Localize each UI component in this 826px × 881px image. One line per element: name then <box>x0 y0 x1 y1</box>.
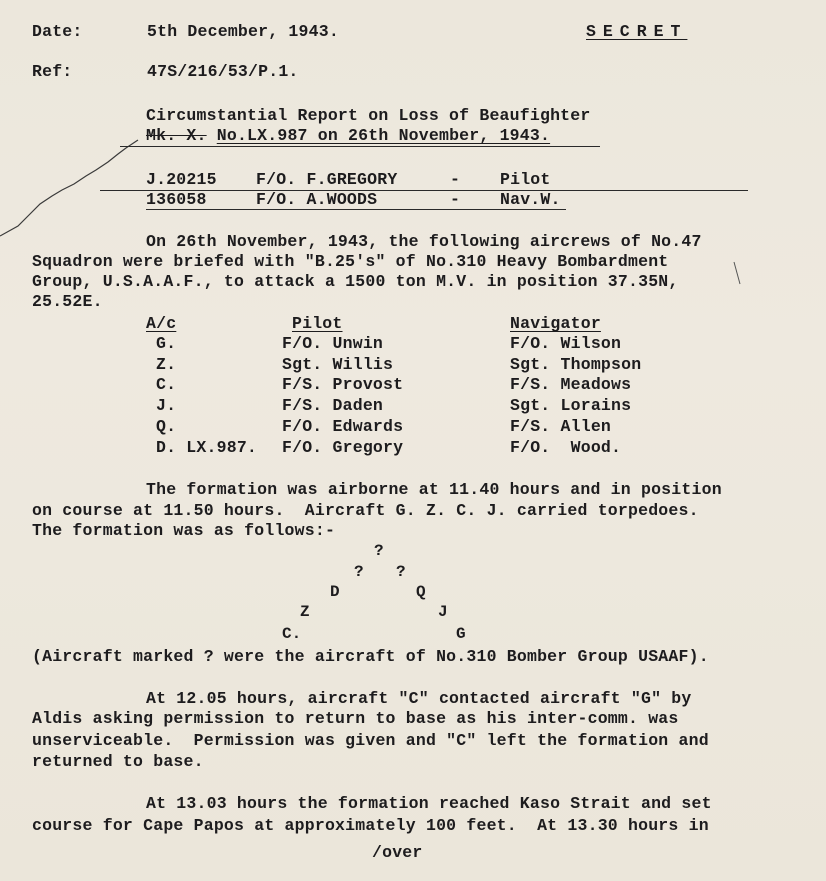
formation-unknown-3: ? <box>396 563 406 581</box>
para4-line-1: At 13.03 hours the formation reached Kaso Strait and set <box>146 794 712 813</box>
para2-line-2: on course at 11.50 hours. Aircraft G. Z. C. J. carried torpedoes. <box>32 501 699 520</box>
para2-line-1: The formation was airborne at 11.40 hours and in position <box>146 480 722 499</box>
row-ac: G. <box>156 334 177 353</box>
para4-line-2: course for Cape Papos at approximately 100 feet. At 13.30 hours in <box>32 816 709 835</box>
row-pilot: F/O. Unwin <box>282 334 384 353</box>
row-ac: C. <box>156 375 177 394</box>
ref-label: Ref: <box>32 62 73 81</box>
table-header-navigator: Navigator <box>510 314 601 333</box>
para3-line-2: Aldis asking permission to return to base as his inter-comm. was <box>32 709 679 728</box>
row-navigator: F/S. Meadows <box>510 375 632 394</box>
formation-aircraft-q: Q <box>416 583 426 601</box>
para1-line-2: Squadron were briefed with "B.25's" of No.310 Heavy Bombardment <box>32 252 669 271</box>
row-pilot: Sgt. Willis <box>282 355 394 374</box>
aircraft-serial: No.LX.987 on 26th November, 1943. <box>216 126 551 145</box>
para2-line-3: The formation was as follows:- <box>32 521 336 540</box>
para3-line-1: At 12.05 hours, aircraft "C" contacted aircraft "G" by <box>146 689 692 708</box>
row-navigator: F/O. Wood. <box>510 438 622 457</box>
title-underline <box>120 146 600 147</box>
row-navigator: F/O. Wilson <box>510 334 622 353</box>
row-ac: Q. <box>156 417 177 436</box>
report-title: Circumstantial Report on Loss of Beaufighter <box>146 106 591 125</box>
para3-line-3: unserviceable. Permission was given and "C" left the formation and <box>32 731 709 750</box>
report-subtitle <box>146 126 550 146</box>
row-pilot: F/S. Daden <box>282 396 384 415</box>
formation-note: (Aircraft marked ? were the aircraft of No.310 Bomber Group USAAF). <box>32 647 709 666</box>
crew-dash-1: - <box>450 170 461 189</box>
table-header-pilot: Pilot <box>292 314 343 333</box>
para3-line-4: returned to base. <box>32 752 204 771</box>
crew-role-2: Nav.W. <box>500 190 561 209</box>
row-pilot: F/O. Edwards <box>282 417 404 436</box>
ref-value: 47S/216/53/P.1. <box>147 62 299 81</box>
row-navigator: Sgt. Lorains <box>510 396 632 415</box>
row-ac: Z. <box>156 355 177 374</box>
crew-dash-2: - <box>450 190 461 209</box>
formation-aircraft-c: C. <box>282 625 302 643</box>
row-navigator: Sgt. Thompson <box>510 355 642 374</box>
crew-number-2: 136058 <box>146 190 207 209</box>
row-pilot: F/S. Provost <box>282 375 404 394</box>
formation-unknown-2: ? <box>354 563 364 581</box>
formation-unknown-1: ? <box>374 542 384 560</box>
crew-name-2: F/O. A.WOODS <box>256 190 378 209</box>
crew-number-1: J.20215 <box>146 170 217 189</box>
classification-stamp: SECRET <box>586 22 688 41</box>
para1-line-1: On 26th November, 1943, the following aircrews of No.47 <box>146 232 702 251</box>
table-header-ac: A/c <box>146 314 177 333</box>
date-value: 5th December, 1943. <box>147 22 339 41</box>
crew-name-1: F/O. F.GREGORY <box>256 170 398 189</box>
row-ac: D. LX.987. <box>156 438 258 457</box>
crew-role-1: Pilot <box>500 170 551 189</box>
crew-underline <box>146 209 566 210</box>
continued-over: /over <box>372 843 423 862</box>
formation-aircraft-g: G <box>456 625 466 643</box>
row-navigator: F/S. Allen <box>510 417 612 436</box>
formation-aircraft-d: D <box>330 583 340 601</box>
para1-line-3: Group, U.S.A.A.F., to attack a 1500 ton M.V. in position 37.35N, <box>32 272 679 291</box>
struck-mark: Mk. X. <box>146 126 207 145</box>
formation-aircraft-j: J <box>438 603 448 621</box>
date-label: Date: <box>32 22 83 41</box>
row-pilot: F/O. Gregory <box>282 438 404 457</box>
formation-aircraft-z: Z <box>300 603 310 621</box>
row-ac: J. <box>156 396 177 415</box>
para1-line-4: 25.52E. <box>32 292 103 311</box>
